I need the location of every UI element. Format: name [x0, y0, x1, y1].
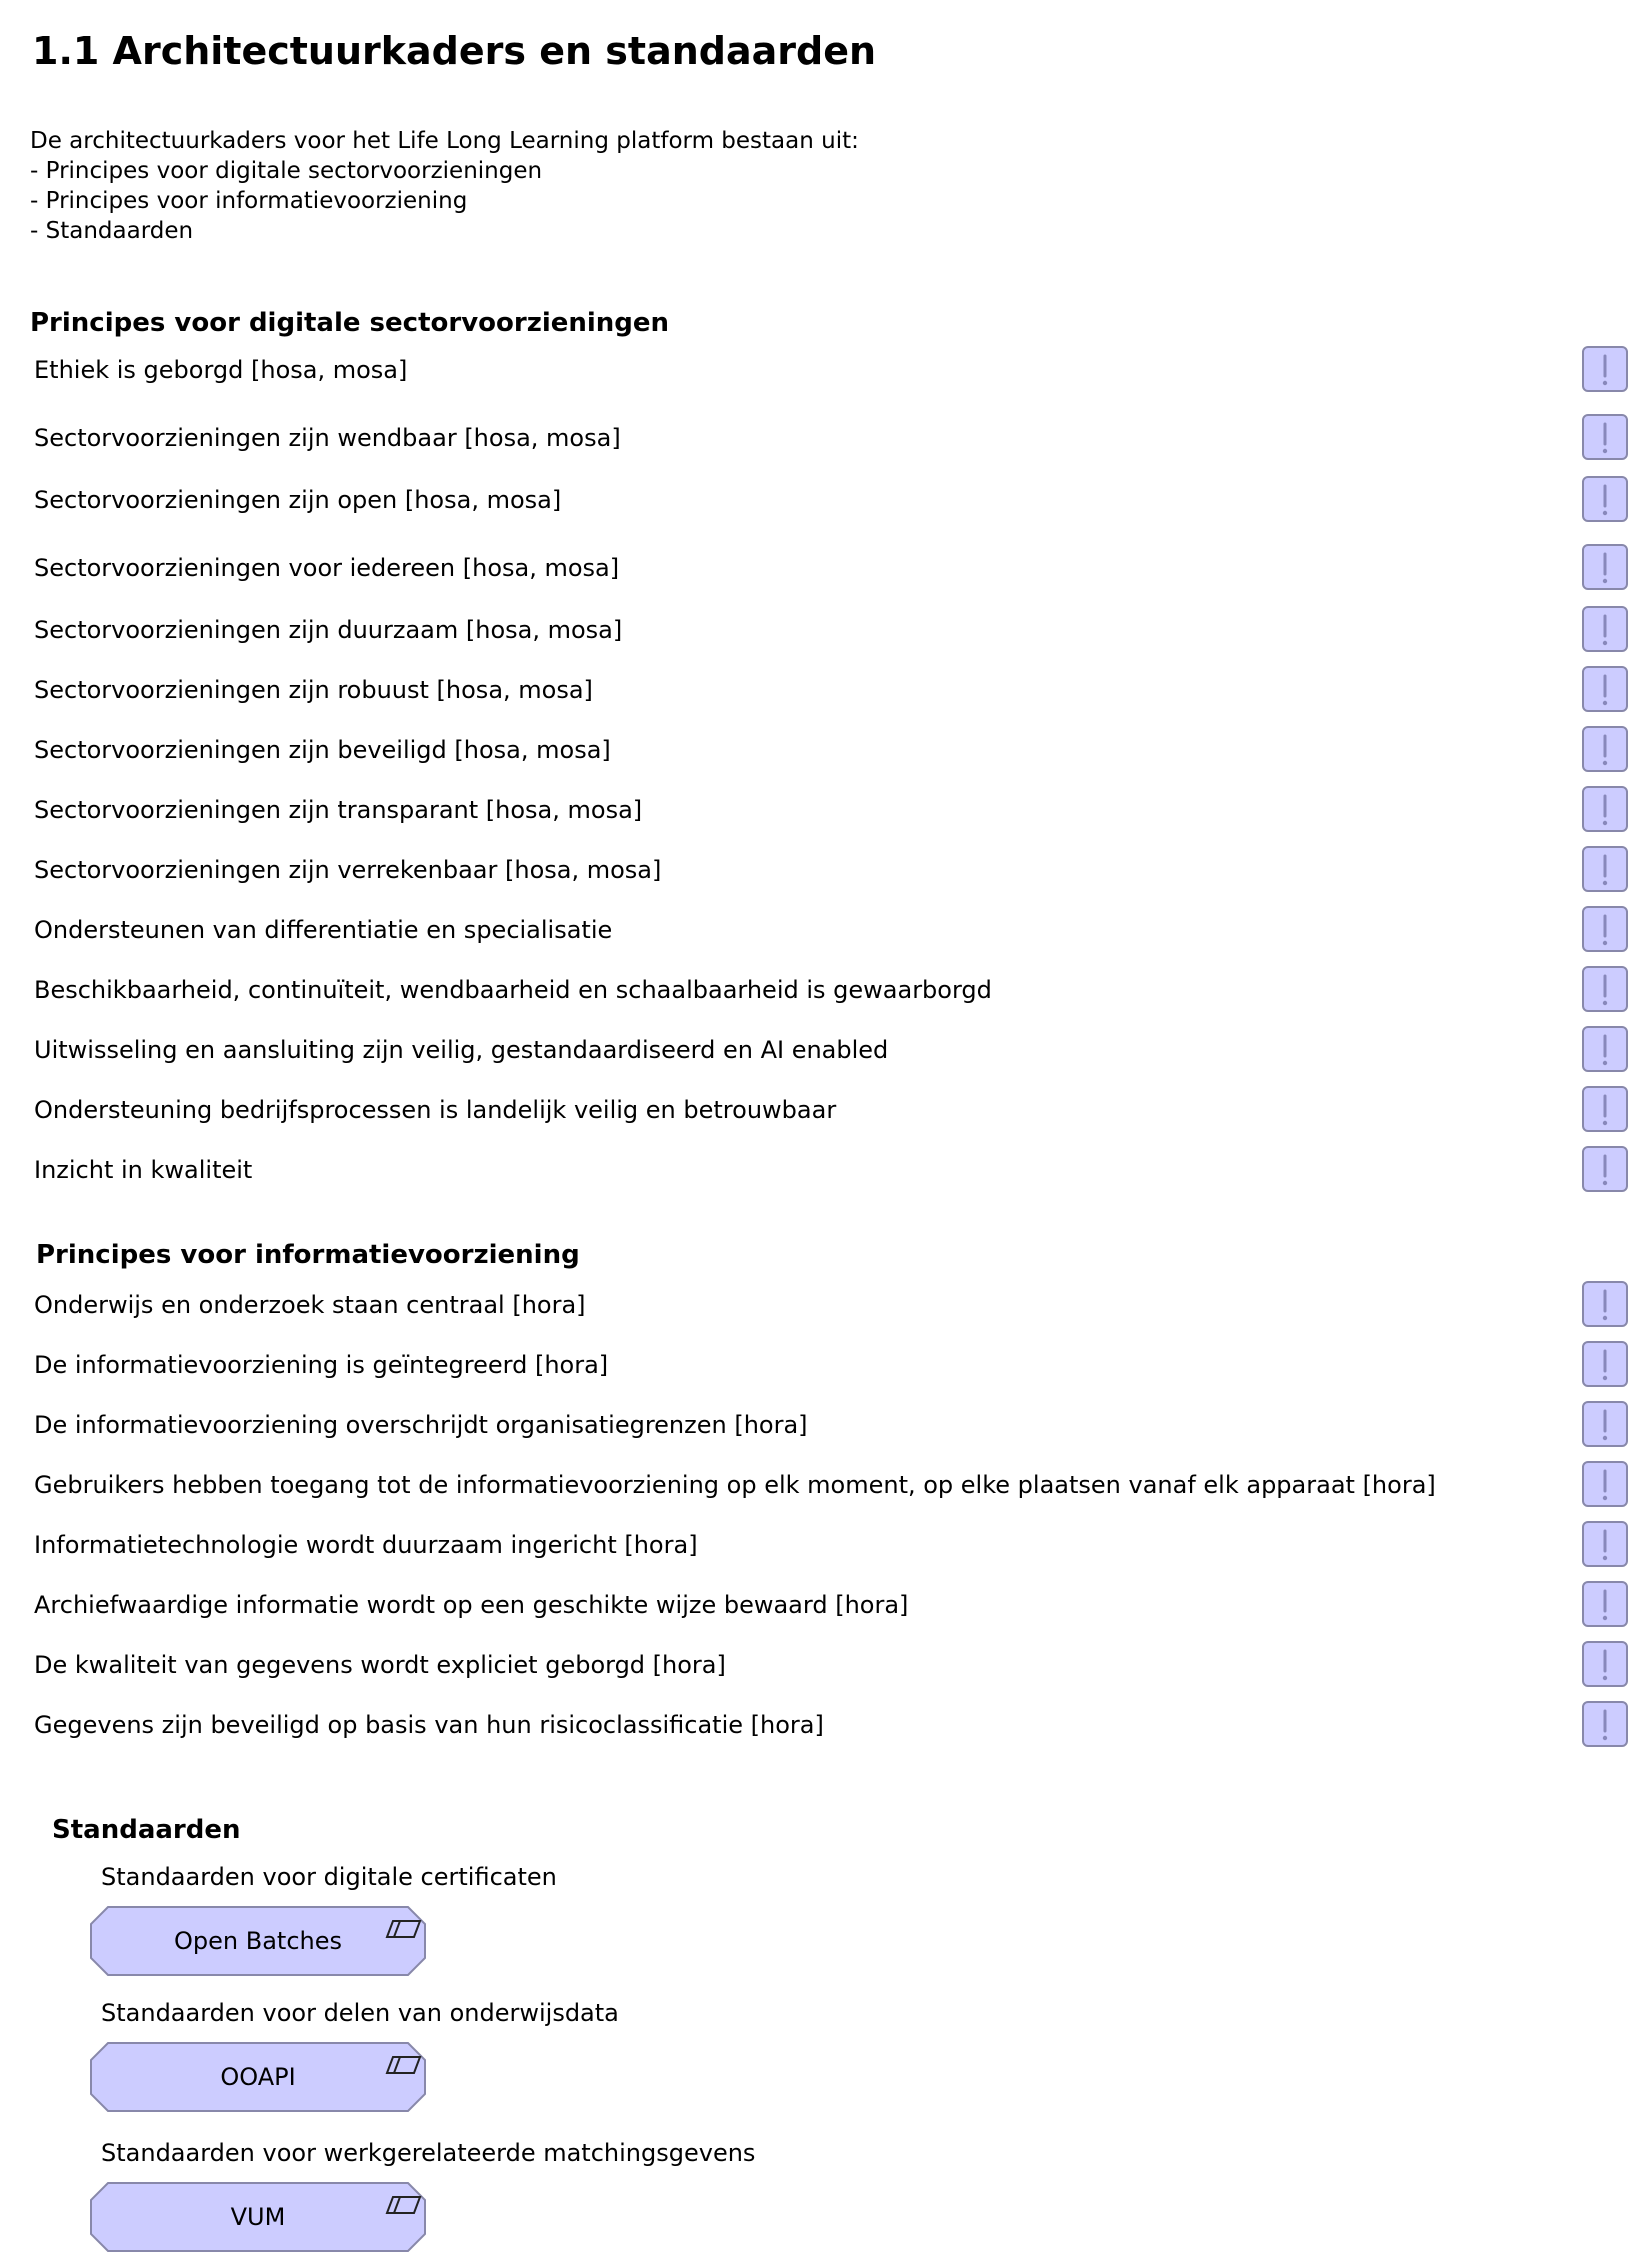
standard-group-label: Standaarden voor delen van onderwijsdata: [101, 1999, 619, 2027]
principle-exclamation-icon: [1582, 846, 1628, 892]
principle-exclamation-icon: [1582, 1461, 1628, 1507]
data-object-icon: [384, 2194, 424, 2218]
principle-exclamation-icon: [1582, 906, 1628, 952]
principle-item[interactable]: [34, 1082, 1634, 1138]
intro-line: - Principes voor informatievoorziening: [30, 188, 468, 214]
principle-label: Ondersteuning bedrijfsprocessen is landelijk veilig en betrouwbaar: [34, 1096, 837, 1124]
principle-label: Sectorvoorzieningen zijn duurzaam [hosa, mosa]: [34, 616, 623, 644]
element-label: OOAPI: [220, 2063, 296, 2091]
section-title-standards: Standaarden: [52, 1815, 241, 1845]
principle-label: Inzicht in kwaliteit: [34, 1156, 253, 1184]
data-object-icon: [384, 1918, 424, 1942]
principle-exclamation-icon: [1582, 1026, 1628, 1072]
principle-item[interactable]: [34, 782, 1634, 838]
principle-item[interactable]: [34, 1517, 1634, 1573]
principle-exclamation-icon: [1582, 1281, 1628, 1327]
principle-label: De informatievoorziening overschrijdt organisatiegrenzen [hora]: [34, 1411, 808, 1439]
principle-exclamation-icon: [1582, 1641, 1628, 1687]
principle-item[interactable]: [34, 1457, 1634, 1513]
principle-exclamation-icon: [1582, 666, 1628, 712]
principle-label: Beschikbaarheid, continuïteit, wendbaarheid en schaalbaarheid is gewaarborgd: [34, 976, 992, 1004]
principle-item[interactable]: [34, 1142, 1634, 1198]
principle-label: Informatietechnologie wordt duurzaam ingericht [hora]: [34, 1531, 698, 1559]
principle-exclamation-icon: [1582, 476, 1628, 522]
principle-item[interactable]: [34, 540, 1634, 596]
principle-exclamation-icon: [1582, 1341, 1628, 1387]
standard-group: [0, 1996, 619, 2116]
principle-exclamation-icon: [1582, 414, 1628, 460]
page-title: 1.1 Architectuurkaders en standaarden: [32, 29, 877, 73]
section-title-information: Principes voor informatievoorziening: [36, 1240, 580, 1270]
intro-line: - Principes voor digitale sectorvoorzieningen: [30, 158, 543, 184]
principle-item[interactable]: [34, 602, 1634, 658]
principle-label: Uitwisseling en aansluiting zijn veilig, gestandaardiseerd en AI enabled: [34, 1036, 889, 1064]
principle-label: Sectorvoorzieningen zijn wendbaar [hosa, mosa]: [34, 424, 621, 452]
principle-label: Ethiek is geborgd [hosa, mosa]: [34, 356, 408, 384]
principle-item[interactable]: [34, 842, 1634, 898]
data-object-icon: [384, 2054, 424, 2078]
intro-text: [30, 126, 859, 246]
standard-group-label: Standaarden voor werkgerelateerde matchingsgevens: [101, 2139, 756, 2167]
principle-label: Ondersteunen van differentiatie en specialisatie: [34, 916, 613, 944]
principle-item[interactable]: [34, 1277, 1634, 1333]
principle-exclamation-icon: [1582, 1086, 1628, 1132]
data-object-element[interactable]: [90, 2182, 430, 2252]
principle-item[interactable]: [34, 1022, 1634, 1078]
principle-item[interactable]: [34, 472, 1634, 528]
principle-label: Gebruikers hebben toegang tot de informatievoorziening op elk moment, op elke plaatsen vanaf elk apparaat [hora]: [34, 1471, 1436, 1499]
principle-item[interactable]: [34, 722, 1634, 778]
principle-label: Sectorvoorzieningen voor iedereen [hosa, mosa]: [34, 554, 620, 582]
data-object-element[interactable]: [90, 1906, 430, 1976]
element-label: VUM: [230, 2203, 286, 2231]
principle-exclamation-icon: [1582, 1701, 1628, 1747]
principle-exclamation-icon: [1582, 1581, 1628, 1627]
principle-item[interactable]: [34, 1637, 1634, 1693]
principle-exclamation-icon: [1582, 966, 1628, 1012]
principle-item[interactable]: [34, 1577, 1634, 1633]
principle-exclamation-icon: [1582, 786, 1628, 832]
principle-item[interactable]: [34, 1397, 1634, 1453]
principle-exclamation-icon: [1582, 1521, 1628, 1567]
principle-item[interactable]: [34, 1337, 1634, 1393]
principle-exclamation-icon: [1582, 1401, 1628, 1447]
principle-label: Sectorvoorzieningen zijn robuust [hosa, mosa]: [34, 676, 593, 704]
principle-exclamation-icon: [1582, 544, 1628, 590]
principle-exclamation-icon: [1582, 1146, 1628, 1192]
principle-item[interactable]: [34, 1697, 1634, 1753]
principle-label: Sectorvoorzieningen zijn beveiligd [hosa, mosa]: [34, 736, 611, 764]
principle-label: Archiefwaardige informatie wordt op een geschikte wijze bewaard [hora]: [34, 1591, 909, 1619]
data-object-element[interactable]: [90, 2042, 430, 2112]
standard-group-label: Standaarden voor digitale certificaten: [101, 1863, 557, 1891]
intro-line: - Standaarden: [30, 218, 194, 244]
intro-line: De architectuurkaders voor het Life Long Learning platform bestaan uit:: [30, 128, 859, 154]
element-label: Open Batches: [174, 1927, 342, 1955]
principle-label: Gegevens zijn beveiligd op basis van hun risicoclassificatie [hora]: [34, 1711, 824, 1739]
section-title-digital: Principes voor digitale sectorvoorzieningen: [30, 308, 670, 338]
principle-item[interactable]: [34, 902, 1634, 958]
principle-exclamation-icon: [1582, 726, 1628, 772]
principle-label: Sectorvoorzieningen zijn open [hosa, mosa]: [34, 486, 562, 514]
principle-item[interactable]: [34, 410, 1634, 466]
principle-label: De informatievoorziening is geïntegreerd [hora]: [34, 1351, 609, 1379]
principle-item[interactable]: [34, 342, 1634, 398]
principle-label: Sectorvoorzieningen zijn transparant [hosa, mosa]: [34, 796, 643, 824]
standard-group: [0, 2136, 756, 2256]
principle-exclamation-icon: [1582, 346, 1628, 392]
principle-label: Sectorvoorzieningen zijn verrekenbaar [hosa, mosa]: [34, 856, 662, 884]
standard-group: [0, 1860, 600, 1980]
principle-item[interactable]: [34, 962, 1634, 1018]
principle-label: Onderwijs en onderzoek staan centraal [hora]: [34, 1291, 586, 1319]
principle-label: De kwaliteit van gegevens wordt expliciet geborgd [hora]: [34, 1651, 726, 1679]
principle-item[interactable]: [34, 662, 1634, 718]
principle-exclamation-icon: [1582, 606, 1628, 652]
